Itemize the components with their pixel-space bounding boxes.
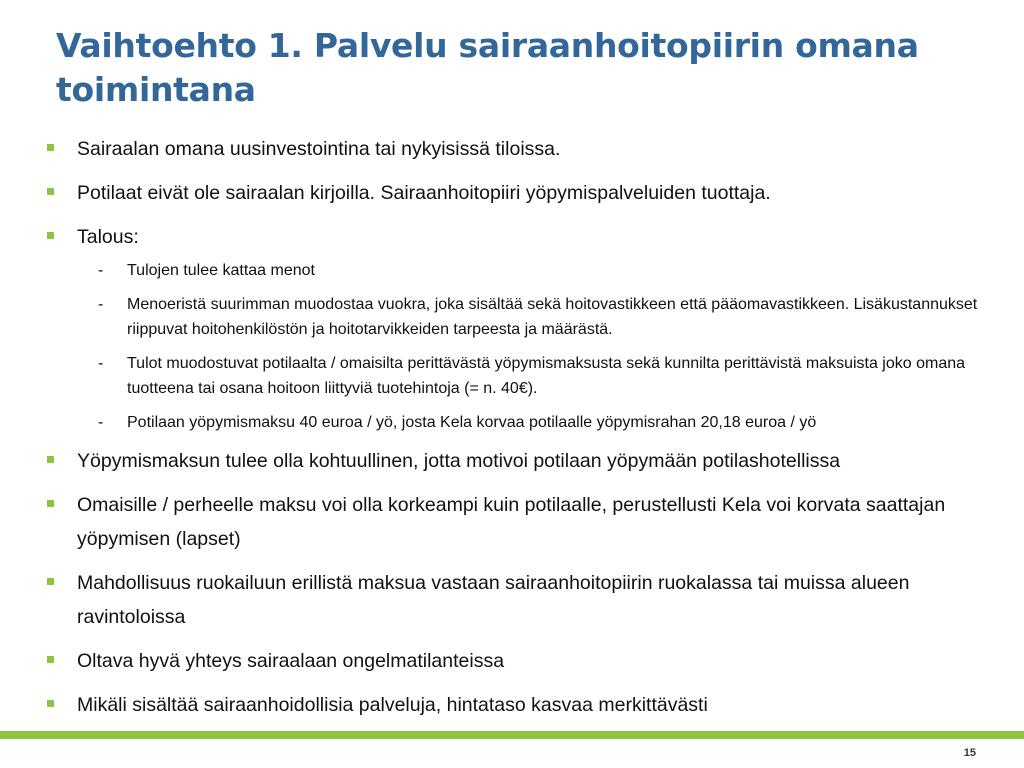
- bullet-text: Mahdollisuus ruokailuun erillistä maksua vastaan sairaanhoitopiirin ruokalassa tai muissa alueen ravintoloissa: [77, 572, 910, 628]
- sub-bullet-text: Tulot muodostuvat potilaalta / omaisilta perittävästä yöpymismaksusta sekä kunnilta perittävistä maksuista joko omana tuotteena tai osana hoitoon liittyviä tuotehintoja (= n. 40€).: [127, 355, 966, 397]
- dash-marker: -: [98, 296, 104, 313]
- bullet-text: Yöpymismaksun tulee olla kohtuullinen, jotta motivoi potilaan yöpymään potilashotellissa: [77, 450, 841, 472]
- bullet-text: Potilaat eivät ole sairaalan kirjoilla. Sairaanhoitopiiri yöpymispalveluiden tuottaja.: [77, 182, 771, 204]
- square-bullet-icon: [47, 578, 54, 585]
- bullet-item: [0, 132, 1024, 166]
- sub-bullet-text: Menoeristä suurimman muodostaa vuokra, joka sisältää sekä hoitovastikkeen että pääomavastikkeen. Lisäkustannukset riippuvat hoitohenkilöstön ja hoitotarvikkeiden tarpeesta ja määrästä.: [127, 296, 978, 338]
- bullet-item: [0, 644, 1024, 678]
- bullet-item: [0, 566, 1024, 634]
- footer-accent-bar: [0, 731, 1024, 739]
- square-bullet-icon: [47, 700, 54, 707]
- sub-bullet-item: [0, 351, 1024, 401]
- bullet-text: Oltava hyvä yhteys sairaalaan ongelmatilanteissa: [77, 650, 505, 672]
- sub-bullet-item: [0, 292, 1024, 342]
- bullet-item: [0, 444, 1024, 478]
- bullet-item: [0, 688, 1024, 722]
- bullet-item: [0, 176, 1024, 210]
- bullet-item: [0, 220, 1024, 254]
- square-bullet-icon: [47, 456, 54, 463]
- bullet-text: Talous:: [77, 226, 139, 248]
- bullet-text: Omaisille / perheelle maksu voi olla korkeampi kuin potilaalle, perustellusti Kela voi korvata saattajan yöpymisen (lapset): [77, 494, 946, 550]
- slide-title: Vaihtoehto 1. Palvelu sairaanhoitopiirin omana toimintana: [56, 26, 919, 109]
- dash-marker: -: [98, 414, 104, 431]
- sub-bullet-list: [0, 258, 1024, 435]
- sub-bullet-text: Tulojen tulee kattaa menot: [127, 262, 315, 279]
- page-number: 15: [963, 747, 976, 759]
- bullet-text: Mikäli sisältää sairaanhoidollisia palveluja, hintataso kasvaa merkittävästi: [77, 694, 708, 716]
- bullet-text: Sairaalan omana uusinvestointina tai nykyisissä tiloissa.: [77, 138, 561, 160]
- square-bullet-icon: [47, 144, 54, 151]
- square-bullet-icon: [47, 500, 54, 507]
- sub-bullet-item: [0, 258, 1024, 283]
- dash-marker: -: [98, 262, 104, 279]
- square-bullet-icon: [47, 656, 54, 663]
- slide-content: [0, 132, 1024, 722]
- square-bullet-icon: [47, 232, 54, 239]
- square-bullet-icon: [47, 188, 54, 195]
- sub-bullet-text: Potilaan yöpymismaksu 40 euroa / yö, josta Kela korvaa potilaalle yöpymisrahan 20,18 euroa / yö: [127, 414, 817, 431]
- bullet-item: [0, 488, 1024, 556]
- dash-marker: -: [98, 355, 104, 372]
- sub-bullet-item: [0, 410, 1024, 435]
